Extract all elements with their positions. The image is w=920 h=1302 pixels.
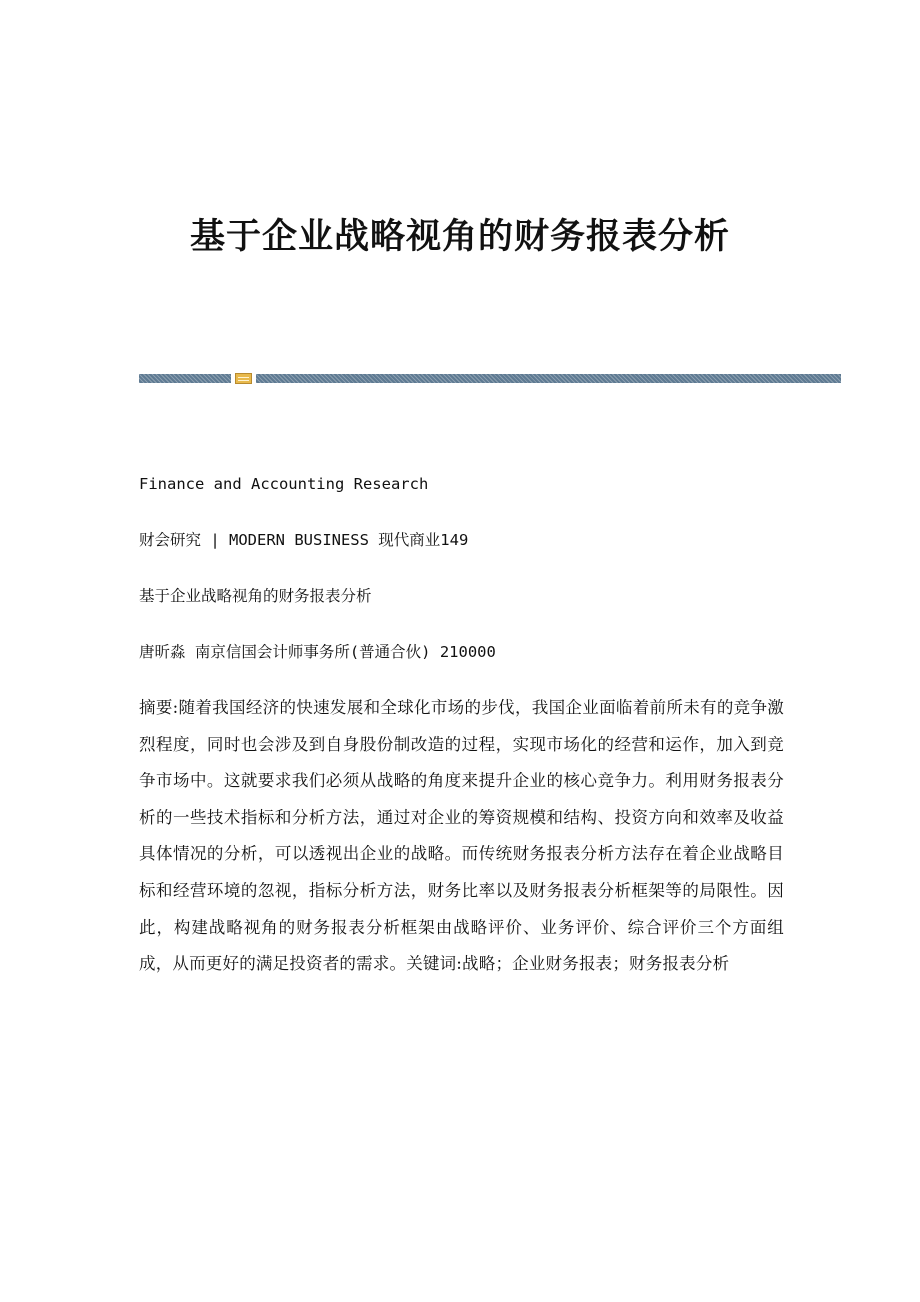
title-divider-left [139,374,231,383]
journal-header: 财会研究 | MODERN BUSINESS 现代商业149 [139,531,469,549]
divider-ornament-icon [235,373,252,384]
title-divider-right [256,374,841,383]
abstract-paragraph: 摘要:随着我国经济的快速发展和全球化市场的步伐，我国企业面临着前所未有的竞争激烈程度，同时也会涉及到自身股份制改造的过程，实现市场化的经营和运作，加入到竞争市场中。这就要求我们必须从战略的角度来提升企业的核心竞争力。利用财务报表分析的一些技术指标和分析方法，通过对企业的筹资规模和结构、投资方向和效率及收益具体情况的分析，可以透视出企业的战略。而传统财务报表分析方法存在着企业战略目标和经营环境的忽视，指标分析方法，财务比率以及财务报表分析框架等的局限性。因此，构建战略视角的财务报表分析框架由战略评价、业务评价、综合评价三个方面组成，从而更好的满足投资者的需求。关键词:战略；企业财务报表；财务报表分析 [139,698,784,974]
page-title: 基于企业战略视角的财务报表分析 [189,217,730,257]
article-title: 基于企业战略视角的财务报表分析 [139,587,372,605]
journal-name-english: Finance and Accounting Research [139,475,429,493]
author-affiliation: 唐昕淼 南京信国会计师事务所(普通合伙) 210000 [139,643,496,661]
